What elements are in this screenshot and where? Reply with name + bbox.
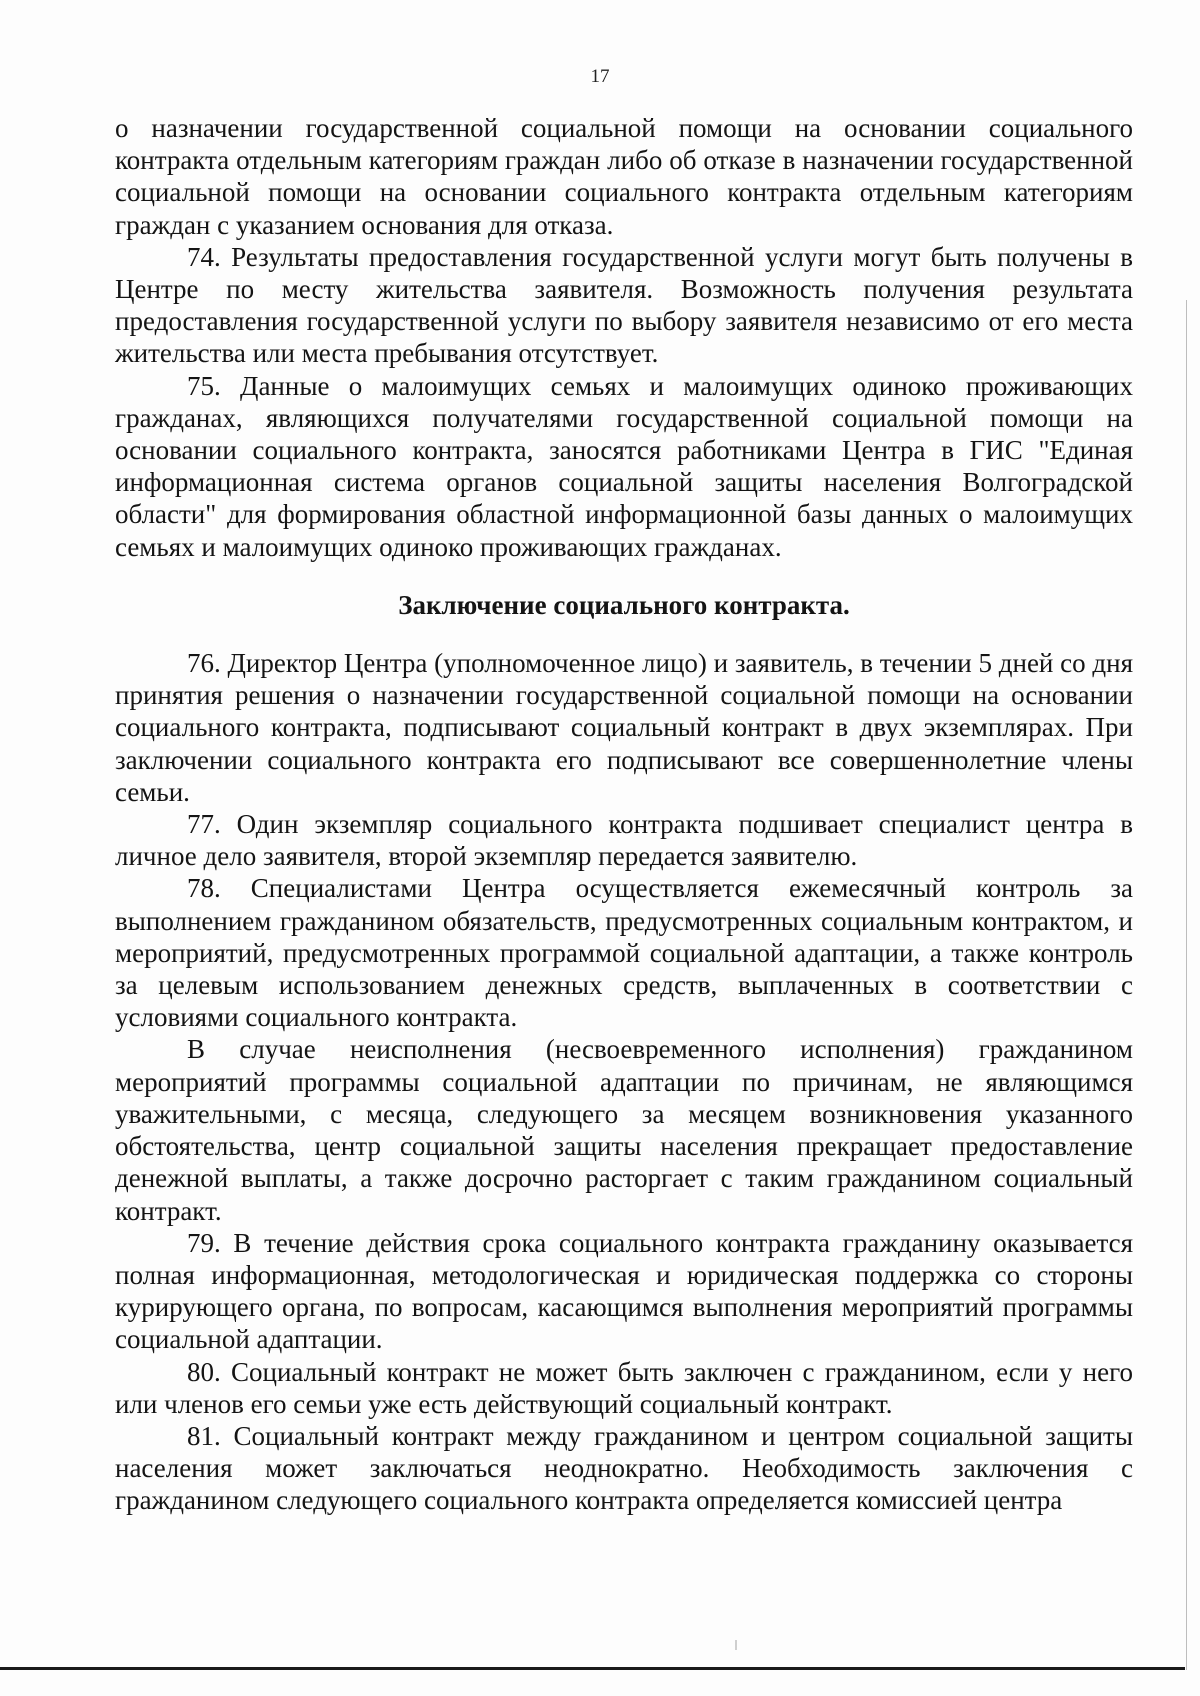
paragraph-81: 81. Социальный контракт между гражданином и центром социальной защиты населения может заключаться неоднократно. Необходимость заключения с гражданином следующего социального контракта определяется комиссией центра	[115, 1420, 1133, 1516]
page-number: 17	[590, 66, 610, 87]
document-body	[115, 112, 1133, 1517]
paragraph-77: 77. Один экземпляр социального контракта подшивает специалист центра в личное дело заявителя, второй экземпляр передается заявителю.	[115, 809, 1133, 872]
paragraph-79: 79. В течение действия срока социального контракта гражданину оказывается полная информационная, методологическая и юридическая поддержка со стороны курирующего органа, по вопросам, касающимся выполнения мероприятий программы социальной адаптации.	[115, 1227, 1133, 1355]
paragraph-78-continued: В случае неисполнения (несвоевременного исполнения) гражданином мероприятий программы социальной адаптации по причинам, не являющимся уважительными, с месяца, следующего за месяцем возникновения указанного обстоятельства, центр социальной защиты населения прекращает предоставление денежной выплаты, а также досрочно расторгает с таким гражданином социальный контракт.	[115, 1034, 1133, 1226]
section-heading: Заключение социального контракта.	[398, 589, 850, 620]
bottom-scan-border	[0, 1667, 1185, 1670]
paragraph-78: 78. Специалистами Центра осуществляется ежемесячный контроль за выполнением гражданином обязательств, предусмотренных социальным контрактом, и мероприятий, предусмотренных программой социальной адаптации, а также контроль за целевым использованием денежных средств, выплаченных в соответствии с условиями социального контракта.	[115, 873, 1133, 1033]
paragraph-76: 76. Директор Центра (уполномоченное лицо) и заявитель, в течении 5 дней со дня принятия решения о назначении государственной социальной помощи на основании социального контракта, подписывают социальный контракт в двух экземплярах. При заключении социального контракта его подписывают все совершеннолетние члены семьи.	[115, 648, 1133, 807]
paragraph-74: 74. Результаты предоставления государственной услуги могут быть получены в Центре по месту жительства заявителя. Возможность получения результата предоставления государственной услуги по выбору заявителя независимо от его места жительства или места пребывания отсутствует.	[115, 241, 1133, 369]
paragraph-80: 80. Социальный контракт не может быть заключен с гражданином, если у него или членов его семьи уже есть действующий социальный контракт.	[115, 1356, 1133, 1419]
scan-artifact	[735, 1640, 737, 1650]
scan-edge-line	[1186, 300, 1187, 1670]
paragraph-75: 75. Данные о малоимущих семьях и малоимущих одиноко проживающих гражданах, являющихся получателями государственной социальной помощи на основании социального контракта, заносятся работниками Центра в ГИС "Единая информационная система органов социальной защиты населения Волгоградской области" для формирования областной информационной базы данных о малоимущих семьях и малоимущих одиноко проживающих гражданах.	[115, 370, 1133, 562]
paragraph-continued: о назначении государственной социальной помощи на основании социального контракта отдельным категориям граждан либо об отказе в назначении государственной социальной помощи на основании социального контракта отдельным категориям граждан с указанием основания для отказа.	[115, 113, 1133, 240]
